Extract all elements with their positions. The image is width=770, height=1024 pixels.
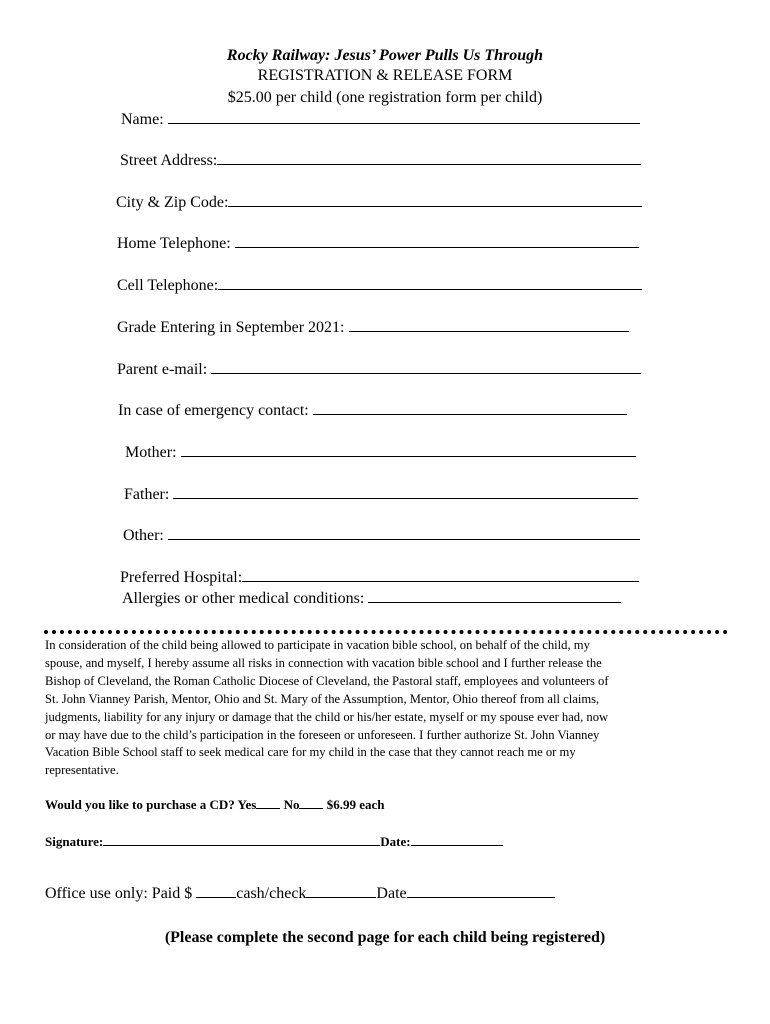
allergies-blank[interactable] — [368, 590, 621, 603]
office-date-blank[interactable] — [407, 885, 555, 898]
cd-purchase-row — [45, 797, 384, 813]
allergies-field — [122, 590, 621, 608]
cd-question: Would you like to purchase a CD? — [45, 797, 235, 812]
allergies-label: Allergies or other medical conditions: — [122, 590, 365, 607]
signature-blank[interactable] — [103, 835, 380, 846]
cd-price: $6.99 each — [326, 797, 385, 812]
grade-label: Grade Entering in September 2021: — [117, 319, 345, 336]
father-field — [124, 486, 638, 504]
office-use-row — [45, 885, 555, 903]
release-line: Bishop of Cleveland, the Roman Catholic Diocese of Cleveland, the Pastoral staff, employees and volunteers of — [45, 673, 609, 688]
cell-telephone-field — [117, 277, 642, 295]
second-page-note: (Please complete the second page for each child being registered) — [164, 929, 606, 946]
city-zip-blank[interactable] — [228, 194, 642, 207]
preferred-hospital-label: Preferred Hospital: — [120, 569, 243, 586]
parent-email-blank[interactable] — [211, 361, 641, 374]
parent-email-field — [117, 361, 641, 379]
registration-price: $25.00 per child (one registration form per child) — [227, 89, 543, 106]
street-address-label: Street Address: — [120, 152, 218, 169]
preferred-hospital-field — [120, 569, 639, 587]
cd-no-label: No — [283, 797, 300, 812]
form-title: Rocky Railway: Jesus’ Power Pulls Us Through — [226, 47, 544, 64]
release-line: or may have due to the child’s participation in the foreseen or unforeseen. I further authorize St. John Vianney — [45, 727, 600, 742]
cd-yes-label: Yes — [237, 797, 257, 812]
preferred-hospital-blank[interactable] — [242, 569, 639, 582]
mother-blank[interactable] — [181, 444, 636, 457]
street-address-field — [120, 152, 641, 170]
office-paid-label: Office use only: Paid $ — [45, 885, 193, 902]
office-paid-blank[interactable] — [196, 885, 236, 898]
name-label: Name: — [121, 111, 164, 128]
cd-yes-blank[interactable] — [256, 798, 280, 809]
other-blank[interactable] — [168, 527, 640, 540]
release-line: spouse, and myself, I hereby assume all risks in connection with vacation bible school and I further release the — [45, 655, 602, 670]
emergency-contact-field — [118, 402, 627, 420]
office-date-label: Date — [376, 885, 407, 902]
other-field — [123, 527, 640, 545]
signature-row — [45, 834, 503, 850]
signature-label: Signature: — [45, 834, 104, 849]
grade-field — [117, 319, 629, 337]
parent-email-label: Parent e-mail: — [117, 361, 208, 378]
release-line: representative. — [45, 763, 119, 778]
release-statement — [45, 637, 725, 780]
father-label: Father: — [124, 486, 170, 503]
city-zip-field — [116, 194, 642, 212]
home-telephone-field — [117, 235, 639, 253]
city-zip-label: City & Zip Code: — [116, 194, 229, 211]
dotted-divider — [44, 630, 728, 634]
office-cash-check-label: cash/check — [236, 885, 307, 902]
release-line: St. John Vianney Parish, Mentor, Ohio and St. Mary of the Assumption, Mentor, Ohio thereof from all claims, — [45, 691, 600, 706]
home-telephone-label: Home Telephone: — [117, 235, 231, 252]
office-cash-check-blank[interactable] — [306, 885, 376, 898]
name-field — [121, 111, 640, 129]
date-blank[interactable] — [411, 835, 503, 846]
home-telephone-blank[interactable] — [235, 235, 639, 248]
mother-field — [125, 444, 636, 462]
date-label: Date: — [380, 834, 411, 849]
release-line: judgments, liability for any injury or damage that the child or his/her estate, myself or my spouse ever had, now — [45, 709, 609, 724]
cd-no-blank[interactable] — [299, 798, 323, 809]
emergency-contact-label: In case of emergency contact: — [118, 402, 309, 419]
mother-label: Mother: — [125, 444, 177, 461]
cell-telephone-label: Cell Telephone: — [117, 277, 219, 294]
cell-telephone-blank[interactable] — [218, 277, 642, 290]
release-line: In consideration of the child being allowed to participate in vacation bible school, on behalf of the child, my — [45, 638, 590, 652]
emergency-contact-blank[interactable] — [313, 402, 627, 415]
release-line: Vacation Bible School staff to seek medical care for my child in the case that they cannot reach me or my — [45, 745, 576, 760]
father-blank[interactable] — [173, 486, 638, 499]
other-label: Other: — [123, 527, 164, 544]
grade-blank[interactable] — [349, 319, 629, 332]
form-subtitle: REGISTRATION & RELEASE FORM — [257, 67, 513, 84]
street-address-blank[interactable] — [217, 152, 641, 165]
name-blank[interactable] — [168, 111, 640, 124]
